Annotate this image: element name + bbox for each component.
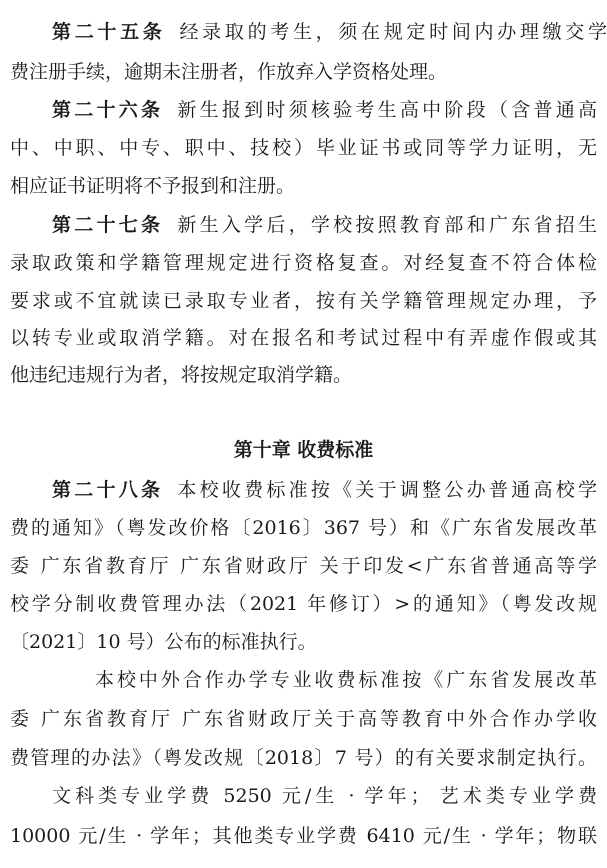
sino-foreign-line-3: 费管理的办法》（粤发改规〔2018〕7 号）的有关要求制定执行。: [10, 747, 597, 769]
article-26-label: 第二十六条: [52, 99, 164, 121]
fees-line-2: 10000 元/生 · 学年；其他类专业学费 6410 元/生 · 学年；物联: [10, 825, 597, 847]
article-27-line-4: 以转专业或取消学籍。对在报名和考试过程中有弄虚作假或其: [10, 327, 597, 349]
article-25-line-1: [0, 14, 607, 50]
sino-foreign-line-1: 本校中外合作办学专业收费标准按《广东省发展改革: [95, 669, 597, 691]
article-25-label: 第二十五条: [52, 21, 166, 43]
article-28-line-1: [0, 472, 597, 508]
article-26-line-2: 中、中职、中专、职中、技校）毕业证书或同等学力证明，无: [10, 137, 597, 159]
article-28-label: 第二十八条: [52, 479, 164, 501]
article-26-line-3: 相应证书证明将不予报到和注册。: [10, 175, 296, 197]
article-28-line-2: 费的通知》（粤发改价格〔2016〕367 号）和《广东省发展改革: [10, 517, 597, 539]
article-27-line-5: 他违纪违规行为者，将按规定取消学籍。: [10, 364, 353, 386]
article-27-line-3: 要求或不宜就读已录取专业者，按有关学籍管理规定办理，予: [10, 290, 597, 312]
article-26-text-1: 新生报到时须核验考生高中阶段（含普通高: [177, 99, 597, 121]
article-25-line-2: 费注册手续，逾期未注册者，作放弃入学资格处理。: [10, 61, 448, 83]
article-27-text-1: 新生入学后，学校按照教育部和广东省招生: [177, 214, 597, 236]
article-26-line-1: [0, 92, 597, 128]
article-28-line-4: 校学分制收费管理办法（2021 年修订）>的通知》（粤发改规: [10, 593, 597, 615]
chapter-10-heading: 第十章 收费标准: [233, 439, 374, 461]
fees-line-1: 文科类专业学费 5250 元/生 · 学年； 艺术类专业学费: [52, 785, 597, 807]
article-28-line-5: 〔2021〕10 号）公布的标准执行。: [10, 631, 317, 653]
article-27-line-1: [0, 207, 597, 243]
sino-foreign-line-2: 委 广东省教育厅 广东省财政厅关于高等教育中外合作办学收: [10, 708, 597, 730]
article-27-label: 第二十七条: [52, 214, 164, 236]
article-28-text-1: 本校收费标准按《关于调整公办普通高校学: [177, 479, 597, 501]
article-28-line-3: 委 广东省教育厅 广东省财政厅 关于印发<广东省普通高等学: [10, 555, 597, 577]
article-27-line-2: 录取政策和学籍管理规定进行资格复查。对经复查不符合体检: [10, 252, 597, 274]
article-25-text-1: 经录取的考生，须在规定时间内办理缴交学: [179, 21, 607, 43]
